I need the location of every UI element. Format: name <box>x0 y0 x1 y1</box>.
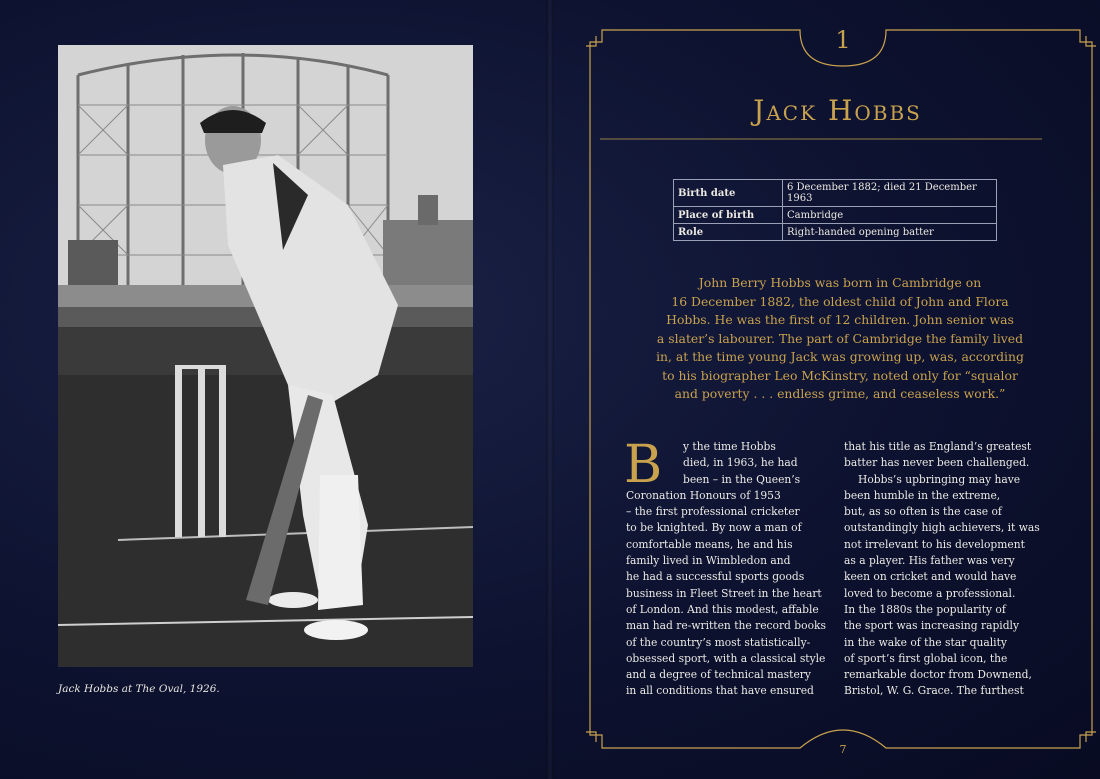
table-row <box>674 207 997 224</box>
body-line: but, as so often is the case of <box>844 505 1002 519</box>
body-line: outstandingly high achievers, it was <box>844 521 1040 535</box>
fact-key: Place of birth <box>674 207 783 224</box>
intro-line: a slater’s labourer. The part of Cambridge the family lived <box>656 330 1024 346</box>
body-line: business in Fleet Street in the heart <box>626 586 822 600</box>
intro-line: John Berry Hobbs was born in Cambridge on <box>698 275 982 290</box>
body-line: not irrelevant to his development <box>844 537 1025 551</box>
body-line: to be knighted. By now a man of <box>626 521 802 535</box>
body-line: batter has never been challenged. <box>844 456 1030 470</box>
chapter-title: Jack Hobbs <box>753 94 922 127</box>
body-column-1 <box>624 435 826 700</box>
body-line: Hobbs’s upbringing may have <box>858 472 1021 486</box>
body-line: family lived in Wimbledon and <box>626 554 791 568</box>
intro-line: to his biographer Leo McKinstry, noted only for “squalor <box>662 367 1018 383</box>
body-column-2 <box>844 439 1039 700</box>
body-line: keen on cricket and would have <box>844 570 1017 584</box>
table-row <box>674 180 997 207</box>
body-line: obsessed sport, with a classical style <box>626 651 826 665</box>
right-page <box>550 0 1100 779</box>
fact-key: Birth date <box>674 180 783 207</box>
intro-line: 16 December 1882, the oldest child of John and Flora <box>671 293 1009 309</box>
body-line: y the time Hobbs <box>683 440 776 453</box>
body-line: that his title as England’s greatest <box>844 440 1032 453</box>
body-line: Coronation Honours of 1953 <box>626 488 781 502</box>
photo-caption: Jack Hobbs at The Oval, 1926. <box>58 683 220 695</box>
body-line: In the 1880s the popularity of <box>844 602 1006 616</box>
body-line: – the first professional cricketer <box>626 505 800 519</box>
intro-line: in, at the time young Jack was growing up, was, according <box>656 349 1024 364</box>
fact-value: Cambridge <box>783 207 997 224</box>
body-line: remarkable doctor from Downend, <box>844 668 1032 682</box>
chapter-number: 1 <box>835 26 851 54</box>
body-line: died, in 1963, he had <box>683 456 798 470</box>
intro-paragraph <box>608 274 1072 404</box>
body-line: of the country’s most statistically- <box>626 635 811 649</box>
body-line: as a player. His father was very <box>844 554 1015 568</box>
body-line: of sport’s first global icon, the <box>844 651 1008 665</box>
body-line: and a degree of technical mastery <box>626 668 811 682</box>
fact-value: Right-handed opening batter <box>783 224 997 241</box>
photo-jack-hobbs <box>58 45 473 667</box>
page-number: 7 <box>839 743 847 756</box>
fact-value: 6 December 1882; died 21 December 1963 <box>783 180 997 207</box>
intro-line: and poverty . . . endless grime, and ceaseless work.” <box>674 386 1006 401</box>
body-line: man had re-written the record books <box>626 619 826 633</box>
body-line: of London. And this modest, affable <box>626 602 819 616</box>
body-line: in the wake of the star quality <box>844 635 1007 649</box>
body-line: loved to become a professional. <box>844 586 1016 600</box>
body-line: Bristol, W. G. Grace. The furthest <box>844 684 1024 698</box>
body-line: the sport was increasing rapidly <box>844 619 1020 633</box>
table-row <box>674 224 997 241</box>
facts-table <box>673 179 997 241</box>
intro-line: Hobbs. He was the first of 12 children. John senior was <box>666 312 1014 327</box>
drop-cap: B <box>624 435 663 495</box>
body-line: been humble in the extreme, <box>844 488 1001 502</box>
fact-key: Role <box>674 224 783 241</box>
body-line: in all conditions that have ensured <box>626 684 814 698</box>
body-line: he had a successful sports goods <box>626 570 805 584</box>
body-line: been – in the Queen’s <box>683 472 801 486</box>
body-line: comfortable means, he and his <box>626 537 793 551</box>
